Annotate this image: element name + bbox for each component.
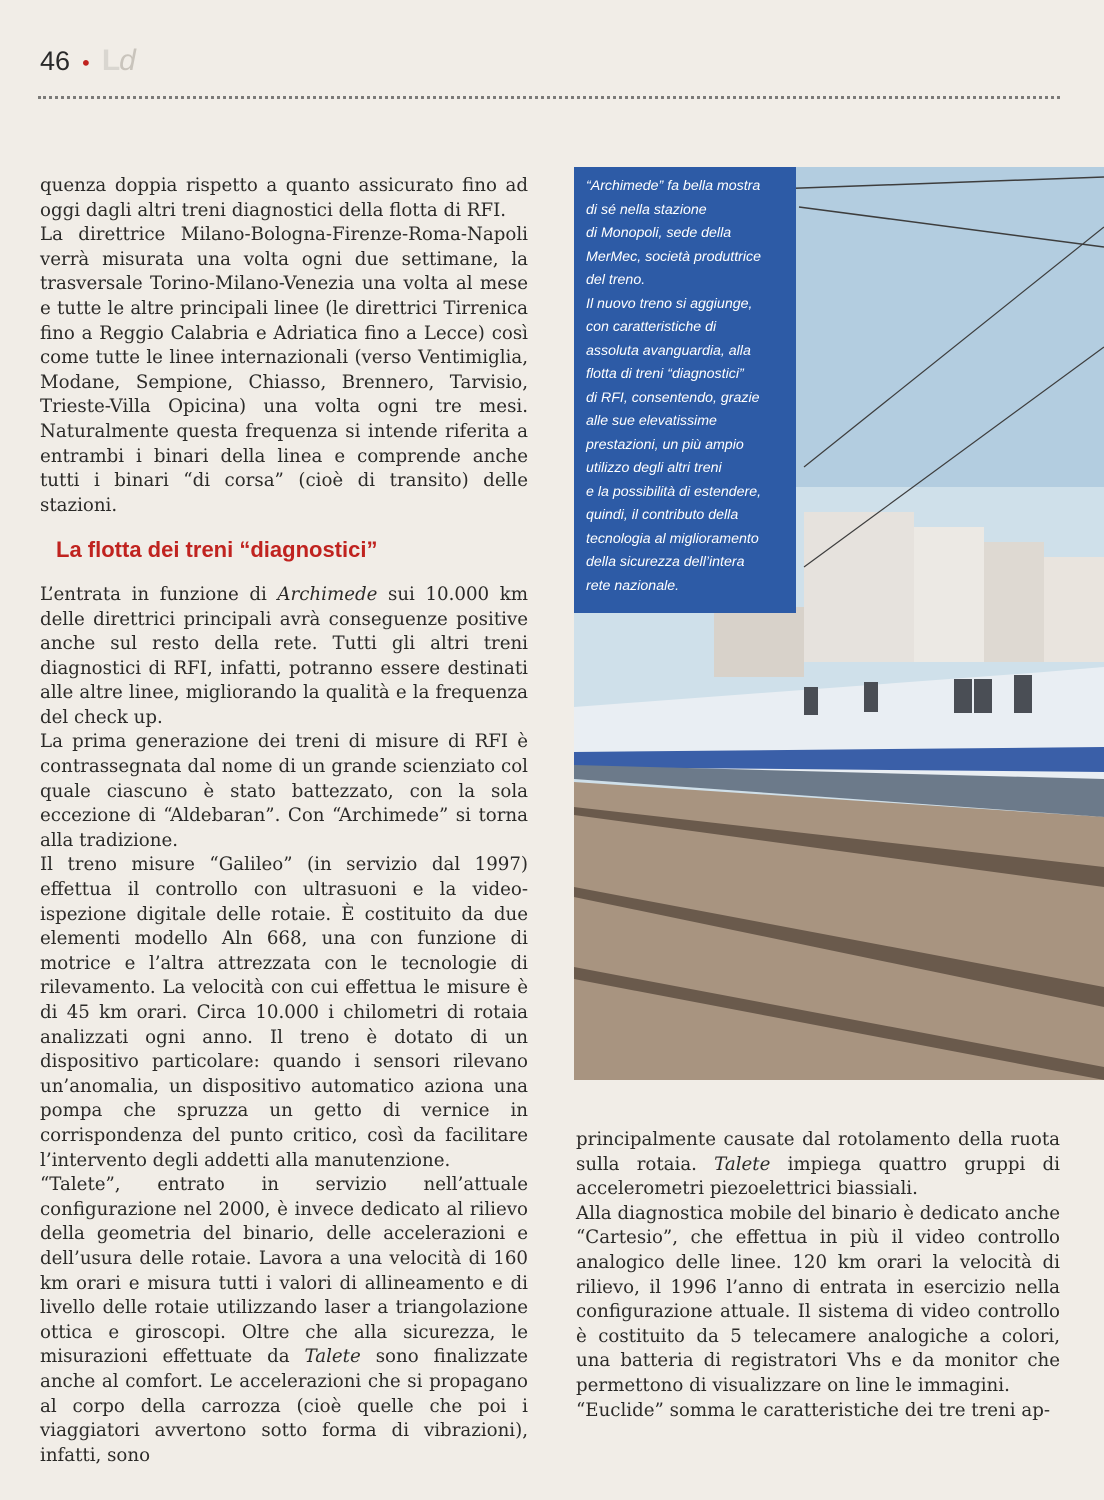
caption-line: di RFI, consentendo, grazie — [586, 389, 760, 406]
caption-line: “Archimede” fa bella mostra — [586, 178, 761, 194]
text-run: principalmente causate dal rotolamento della ruota sulla rotaia. — [576, 1129, 1060, 1175]
page-number: 46 — [40, 46, 71, 76]
caption-line: flotta di treni “diagnostici” — [586, 366, 744, 382]
italic-train-name: Talete — [714, 1153, 771, 1175]
page-header — [40, 44, 135, 84]
header-separator: • — [80, 51, 92, 75]
paragraph: Il treno misure “Galileo” (in servizio dal 1997) effettua il controllo con ultrasuoni e la video-ispezione digitale delle rotaie. È costituito da due elementi modello Aln 668, una con funzione di motrice e l’altra attrezzata con le tecnologie di rilevamento. La velocità con cui effettua le misure è di 45 km orari. Circa 10.000 i chilometri di rotaia analizzati ogni anno. Il treno è dotato di un dispositivo particolare: quando i sensori rilevano un’anomalia, un dispositivo automatico aziona una pompa che spruzza un getto di vernice in corrispondenza del punto critico, così da facilitare l’intervento degli addetti alla manutenzione. — [40, 854, 528, 1171]
caption-line: prestazioni, un più ampio — [586, 436, 744, 453]
paragraph: Alla diagnostica mobile del binario è dedicato anche “Cartesio”, che effettua in più il video controllo analogico delle linee. 120 km orari la velocità di rilievo, il 1996 l’anno di entrata in esercizio nella configurazione attuale. Il sistema di video controllo è costituito da 5 telecamere analogiche a colori, una batteria di registratori Vhs e da monitor che permettono di visualizzare on line le immagini. — [576, 1202, 1060, 1396]
logo-main-letter: L — [101, 44, 120, 77]
paragraph: La prima generazione dei treni di misure di RFI è contrassegnata dal nome di un grande scienziato col quale ciascuno è stato battezzato, con la sola eccezione di “Aldebaran”. Con “Archimede” si torna alla tradizione. — [40, 731, 528, 851]
caption-line: e la possibilità di estendere, — [586, 483, 762, 500]
italic-train-name: Archimede — [277, 583, 378, 605]
caption-line: con caratteristiche di — [586, 319, 717, 335]
logo-sub-letter: d — [119, 44, 135, 77]
text-run: impiega quattro gruppi di accelerometri piezoelettrici biassiali. — [576, 1153, 1060, 1200]
caption-line: MerMec, società produttrice — [586, 248, 762, 265]
magazine-logo — [102, 44, 135, 78]
caption-line: rete nazionale. — [586, 577, 680, 594]
caption-line: tecnologia al miglioramento — [586, 530, 759, 547]
caption-line: di sé nella stazione — [586, 201, 707, 218]
caption-line: assoluta avanguardia, alla — [586, 342, 751, 359]
paragraph — [40, 1173, 528, 1468]
italic-train-name: Talete — [304, 1346, 361, 1368]
section-heading: La flotta dei treni “diagnostici” — [56, 537, 378, 563]
text-run: “Talete”, entrato in servizio nell’attuale configurazione nel 2000, è invece dedicato al rilievo della geometria del binario, delle accelerazioni e dell’usura delle rotaie. Lavora a una velocità di 160 km orari e misura tutti i valori di allineamento e di livello delle rotaie utilizzando laser a triangolazione ottica e giroscopi. Oltre che alla sicurezza, le misurazioni effettuate da — [40, 1174, 528, 1368]
header-divider — [38, 96, 1060, 99]
caption-line: Il nuovo treno si aggiunge, — [586, 295, 753, 312]
caption-line: utilizzo degli altri treni — [586, 460, 722, 476]
paragraph: La direttrice Milano-Bologna-Firenze-Roma-Napoli verrà misurata una volta ogni due settimane, la trasversale Torino-Milano-Venezia una volta al mese e tutte le altre principali linee (le direttrici Tirrenica fino a Reggio Calabria e Adriatica fino a Lecce) così come tutte le linee internazionali (verso Ventimiglia, Modane, Sempione, Chiasso, Brennero, Tarvisio, Trieste-Villa Opicina) una volta ogni tre mesi. Naturalmente questa frequenza si intende riferita a entrambi i binari della linea e comprende anche tutti i binari “di corsa” (cioè di transito) delle stazioni. — [40, 224, 528, 516]
right-column — [576, 1128, 1060, 1423]
caption-line: alle sue elevatissime — [586, 413, 717, 429]
text-run: L’entrata in funzione di — [40, 583, 278, 605]
paragraph — [40, 583, 528, 731]
paragraph: “Euclide” somma le caratteristiche dei tre treni ap- — [576, 1399, 1050, 1421]
paragraph: quenza doppia rispetto a quanto assicurato fino ad oggi dagli altri treni diagnostici della flotta di RFI. — [40, 175, 528, 221]
text-run: sono finalizzate anche al comfort. Le accelerazioni che si propagano al corpo della carrozza (cioè quelle che poi i viaggiatori avvertono sotto forma di vibrazioni), infatti, sono — [40, 1346, 528, 1466]
photo-caption — [574, 167, 796, 613]
paragraph — [576, 1128, 1060, 1202]
caption-line: della sicurezza dell’intera — [586, 554, 745, 570]
caption-line: quindi, il contributo della — [586, 507, 739, 523]
text-run: sui 10.000 km delle direttrici principali avrà conseguenze positive anche sul resto della rete. Tutti gli altri treni diagnostici di RFI, infatti, potranno essere destinati alle altre linee, migliorando la qualità e la frequenza del check up. — [40, 583, 528, 728]
left-column — [40, 174, 528, 1468]
caption-line: di Monopoli, sede della — [586, 225, 732, 241]
caption-line: del treno. — [586, 272, 646, 288]
